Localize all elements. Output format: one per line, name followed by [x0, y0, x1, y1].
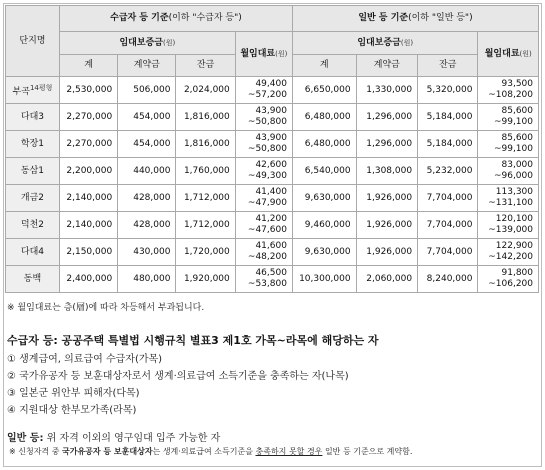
- cell-b-rent: 93,500 ~108,200: [478, 77, 539, 104]
- cell-a-balance: 1,816,000: [176, 104, 235, 131]
- header-total-b: 계: [292, 55, 356, 77]
- header-complex-name: 단지명: [6, 6, 60, 77]
- cell-a-rent: 41,400 ~47,900: [235, 185, 292, 212]
- header-balance-b: 잔금: [418, 55, 478, 77]
- general-definition: 일반 등: 위 자격 이외의 영구임대 입주 가능한 자: [7, 433, 221, 444]
- cell-b-balance: 8,240,000: [418, 266, 478, 293]
- cell-a-total: 2,140,000: [59, 185, 117, 212]
- cell-a-total: 2,270,000: [59, 131, 117, 158]
- cell-b-total: 9,460,000: [292, 212, 356, 239]
- cell-a-balance: 1,816,000: [176, 131, 235, 158]
- rent-floor-note: ※ 월임대료는 층(層)에 따라 차등해서 부과됩니다.: [7, 303, 205, 313]
- complex-name: 동백: [6, 266, 60, 293]
- header-group-general: 일반 등 기준(이하 "일반 등"): [292, 6, 538, 32]
- cell-b-total: 9,630,000: [292, 239, 356, 266]
- cell-b-rent: 122,900 ~142,200: [478, 239, 539, 266]
- cell-b-total: 6,540,000: [292, 158, 356, 185]
- cell-a-rent: 41,200 ~47,600: [235, 212, 292, 239]
- cell-a-rent: 42,600 ~49,300: [235, 158, 292, 185]
- complex-name: 동삼1: [6, 158, 60, 185]
- recipient-item-2: ② 국가유공자 등 보훈대상자로서 생계·의료급여 소득기준을 충족하는 자(나목): [7, 371, 349, 382]
- cell-a-rent: 49,400 ~57,200: [235, 77, 292, 104]
- rent-table-body: [6, 77, 539, 293]
- cell-b-balance: 7,704,000: [418, 185, 478, 212]
- header-deposit-b: 임대보증금(원): [292, 32, 478, 55]
- cell-b-rent: 83,000 ~96,000: [478, 158, 539, 185]
- cell-a-contract: 430,000: [118, 239, 176, 266]
- cell-b-contract: 1,296,000: [356, 104, 417, 131]
- cell-a-rent: 43,900 ~50,800: [235, 131, 292, 158]
- cell-a-contract: 428,000: [118, 212, 176, 239]
- header-total-a: 계: [59, 55, 117, 77]
- cell-a-balance: 1,712,000: [176, 185, 235, 212]
- cell-a-total: 2,150,000: [59, 239, 117, 266]
- recipient-definition-title: 수급자 등: 공공주택 특별법 시행규칙 별표3 제1호 가목~라목에 해당하는 자: [7, 334, 379, 347]
- header-monthly-a: 월임대료(원): [235, 32, 292, 77]
- recipient-item-1: ① 생계급여, 의료급여 수급자(가목): [7, 354, 163, 365]
- cell-a-balance: 2,024,000: [176, 77, 235, 104]
- cell-a-contract: 440,000: [118, 158, 176, 185]
- cell-a-balance: 1,920,000: [176, 266, 235, 293]
- cell-a-total: 2,400,000: [59, 266, 117, 293]
- header-balance-a: 잔금: [176, 55, 235, 77]
- cell-b-total: 9,630,000: [292, 185, 356, 212]
- cell-b-total: 6,650,000: [292, 77, 356, 104]
- cell-b-contract: 2,060,000: [356, 266, 417, 293]
- cell-a-rent: 46,500 ~53,800: [235, 266, 292, 293]
- rent-table: [5, 5, 539, 293]
- cell-b-rent: 91,800 ~106,200: [478, 266, 539, 293]
- cell-b-balance: 7,704,000: [418, 212, 478, 239]
- cell-b-rent: 85,600 ~99,100: [478, 104, 539, 131]
- complex-name: 개금2: [6, 185, 60, 212]
- table-row: [6, 158, 539, 185]
- cell-b-total: 10,300,000: [292, 266, 356, 293]
- table-row: [6, 104, 539, 131]
- cell-b-contract: 1,308,000: [356, 158, 417, 185]
- cell-b-balance: 7,704,000: [418, 239, 478, 266]
- cell-a-contract: 506,000: [118, 77, 176, 104]
- header-monthly-b: 월임대료(원): [478, 32, 539, 77]
- table-row: [6, 212, 539, 239]
- complex-name: 다대4: [6, 239, 60, 266]
- recipient-item-4: ④ 지원대상 한부모가족(라목): [7, 405, 137, 416]
- cell-a-contract: 454,000: [118, 104, 176, 131]
- cell-a-contract: 454,000: [118, 131, 176, 158]
- cell-a-contract: 428,000: [118, 185, 176, 212]
- eligibility-note: ※ 신청자격 중 국가유공자 등 보훈대상자는 생계·의료급여 소득기준을 충족하지 못할 경우 일반 등 기준으로 계약함.: [9, 447, 413, 456]
- cell-b-balance: 5,232,000: [418, 158, 478, 185]
- cell-b-balance: 5,184,000: [418, 131, 478, 158]
- cell-a-balance: 1,720,000: [176, 239, 235, 266]
- cell-a-rent: 41,600 ~48,200: [235, 239, 292, 266]
- table-row: [6, 239, 539, 266]
- complex-name: 부곡$^{14평형}$: [6, 77, 60, 104]
- cell-b-contract: 1,926,000: [356, 185, 417, 212]
- cell-b-rent: 113,300 ~131,100: [478, 185, 539, 212]
- cell-b-total: 6,480,000: [292, 131, 356, 158]
- cell-a-total: 2,530,000: [59, 77, 117, 104]
- table-row: [6, 266, 539, 293]
- cell-b-rent: 85,600 ~99,100: [478, 131, 539, 158]
- complex-name: 다대3: [6, 104, 60, 131]
- cell-a-balance: 1,760,000: [176, 158, 235, 185]
- cell-b-contract: 1,926,000: [356, 212, 417, 239]
- complex-name: 학장1: [6, 131, 60, 158]
- header-deposit-a: 임대보증금(원): [59, 32, 235, 55]
- cell-b-balance: 5,320,000: [418, 77, 478, 104]
- cell-a-rent: 43,900 ~50,800: [235, 104, 292, 131]
- cell-b-balance: 5,184,000: [418, 104, 478, 131]
- cell-b-total: 6,480,000: [292, 104, 356, 131]
- header-contract-b: 계약금: [356, 55, 417, 77]
- header-group-recipient: 수급자 등 기준(이하 "수급자 등"): [59, 6, 292, 32]
- cell-b-contract: 1,330,000: [356, 77, 417, 104]
- cell-a-balance: 1,712,000: [176, 212, 235, 239]
- cell-a-total: 2,270,000: [59, 104, 117, 131]
- cell-a-total: 2,140,000: [59, 212, 117, 239]
- recipient-item-3: ③ 일본군 위안부 피해자(다목): [7, 388, 140, 399]
- cell-a-total: 2,200,000: [59, 158, 117, 185]
- header-contract-a: 계약금: [118, 55, 176, 77]
- cell-b-contract: 1,926,000: [356, 239, 417, 266]
- table-row: [6, 131, 539, 158]
- cell-b-rent: 120,100 ~139,000: [478, 212, 539, 239]
- cell-b-contract: 1,296,000: [356, 131, 417, 158]
- cell-a-contract: 480,000: [118, 266, 176, 293]
- table-row: [6, 77, 539, 104]
- table-row: [6, 185, 539, 212]
- complex-name: 덕천2: [6, 212, 60, 239]
